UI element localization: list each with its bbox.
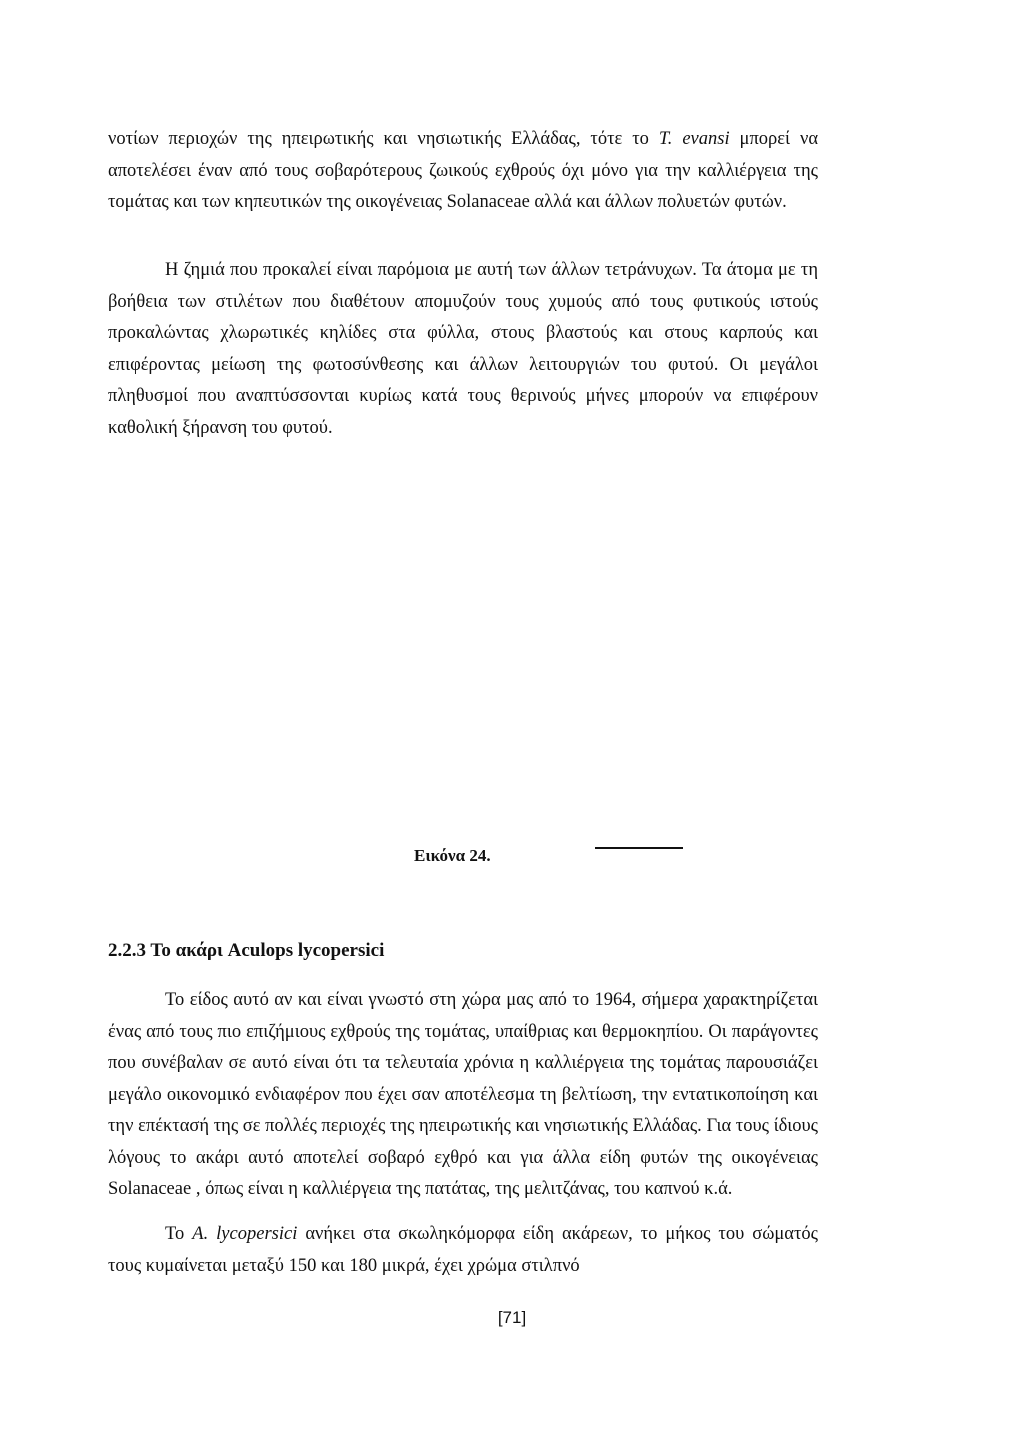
paragraph-text: ανήκει στα σκωληκόμορφα είδη ακάρεων, το μήκος του σώματός τους κυμαίνεται μεταξύ 150 και 180 μικρά, έχει χρώμα στιλπνό (108, 1224, 818, 1276)
paragraph-text: νοτίων περιοχών της ηπειρωτικής και νησιωτικής Ελλάδας, τότε το (108, 129, 659, 149)
page-number: [71] (497, 1308, 527, 1327)
species-name-italic: T. evansi (658, 129, 730, 149)
caption-rule (595, 847, 683, 849)
paragraph-damage: Η ζημιά που προκαλεί είναι παρόμοια με αυτή των άλλων τετράνυχων. Τα άτομα με τη βοήθεια των στιλέτων που διαθέτουν απομυζούν τους χυμούς από τους φυτικούς ιστούς προκαλώντας χλωρωτικές κηλίδες στα φύλλα, στους βλαστούς και στους καρπούς και επιφέροντας μείωση της φωτοσύνθεσης και άλλων λειτουργιών του φυτού. Οι μεγάλοι πληθυσμοί που αναπτύσσονται κυρίως κατά τους θερινούς μήνες μπορούν να επιφέρουν καθολική ξήρανση του φυτού. (108, 260, 818, 438)
figure-area (108, 480, 818, 820)
paragraph-text: Το (165, 1224, 193, 1244)
section-heading: 2.2.3 Το ακάρι Aculops lycopersici (108, 940, 385, 961)
species-name-italic: A. lycopersici (192, 1224, 298, 1244)
figure-caption: Εικόνα 24. (414, 846, 491, 865)
paragraph-species-history: Το είδος αυτό αν και είναι γνωστό στη χώρα μας από το 1964, σήμερα χαρακτηρίζεται ένας από τους πιο επιζήμιους εχθρούς της τομάτας, υπαίθριας και θερμοκηπίου. Οι παράγοντες που συνέβαλαν σε αυτό είναι ότι τα τελευταία χρόνια η καλλιέργεια της τομάτας παρουσιάζει μεγάλο οικονομικό ενδιαφέρον που έχει σαν αποτέλεσμα τη βελτίωση, την εντατικοποίηση και την επέκτασή της σε πολλές περιοχές της ηπειρωτικής και νησιωτικής Ελλάδας. Για τους ίδιους λόγους το ακάρι αυτό αποτελεί σοβαρό εχθρό και για άλλα είδη φυτών της οικογένειας Solanaceae , όπως είναι η καλλιέργεια της πατάτας, της μελιτζάνας, του καπνού κ.ά. (108, 990, 818, 1199)
paragraph-text: μπορεί να αποτελέσει έναν από τους σοβαρότερους ζωικούς εχθρούς όχι μόνο για την καλλιέργεια της τομάτας και των κηπευτικών της οικογένειας Solanaceae αλλά και άλλων πολυετών φυτών. (108, 129, 819, 212)
paragraph-morphology (108, 1219, 818, 1282)
paragraph-evansi-threat (108, 124, 818, 219)
